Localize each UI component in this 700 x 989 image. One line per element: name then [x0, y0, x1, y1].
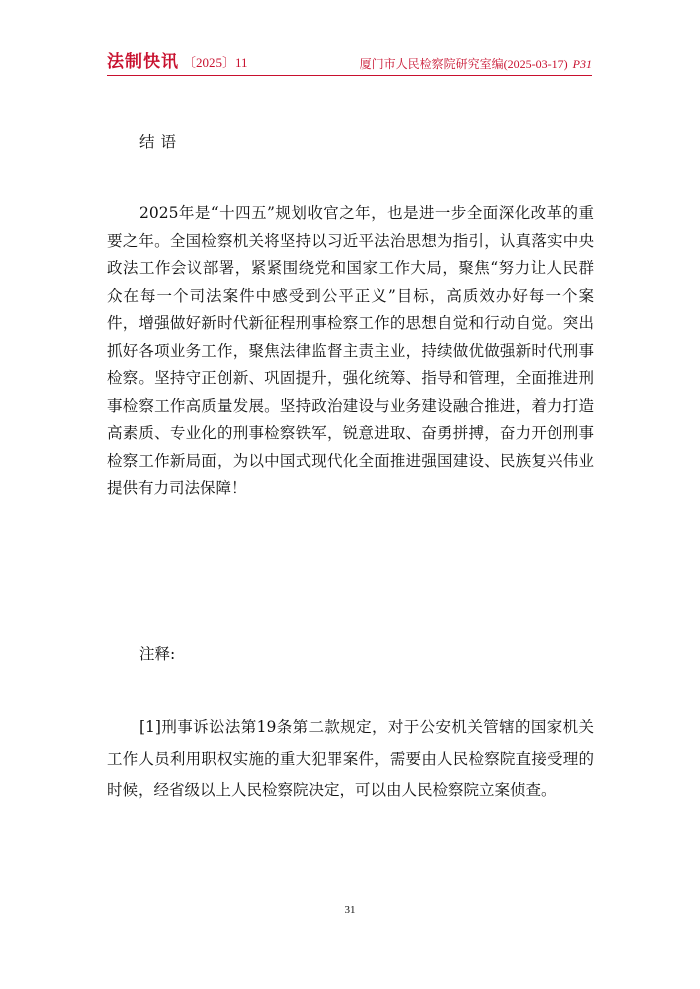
header-divider	[107, 75, 592, 76]
publisher-info	[360, 55, 592, 72]
page-number: 31	[344, 904, 356, 916]
page-header	[107, 48, 592, 72]
page-reference: P31	[572, 57, 592, 71]
section-heading: 结语	[139, 133, 183, 151]
brand-name: 法制快讯	[107, 52, 179, 72]
conclusion-paragraph: 2025年是“十四五”规划收官之年，也是进一步全面深化改革的重要之年。全国检察机关将坚持以习近平法治思想为指引，认真落实中央政法工作会议部署，紧紧围绕党和国家工作大局，聚焦“努力让人民群众在每一个司法案件中感受到公平正义”目标，高质效办好每一个案件，增强做好新时代新征程刑事检察工作的思想自觉和行动自觉。突出抓好各项业务工作，聚焦法律监督主责主业，持续做优做强新时代刑事检察。坚持守正创新、巩固提升，强化统筹、指导和管理，全面推进刑事检察工作高质量发展。坚持政治建设与业务建设融合推进，着力打造高素质、专业化的刑事检察铁军，锐意进取、奋勇拼搏，奋力开创刑事检察工作新局面，为以中国式现代化全面推进强国建设、民族复兴伟业提供有力司法保障！	[107, 204, 594, 497]
publication-title	[107, 47, 248, 72]
publisher-name: 厦门市人民检察院研究室编(2025-03-17)	[359, 57, 568, 71]
footnote-item: [1]刑事诉讼法第19条第二款规定，对于公安机关管辖的国家机关工作人员利用职权实施的重大犯罪案件，需要由人民检察院直接受理的时候，经省级以上人民检察院决定，可以由人民检察院立案侦查。	[107, 718, 594, 799]
issue-number: 〔2025〕11	[183, 55, 248, 70]
notes-heading: 注释:	[139, 645, 176, 663]
